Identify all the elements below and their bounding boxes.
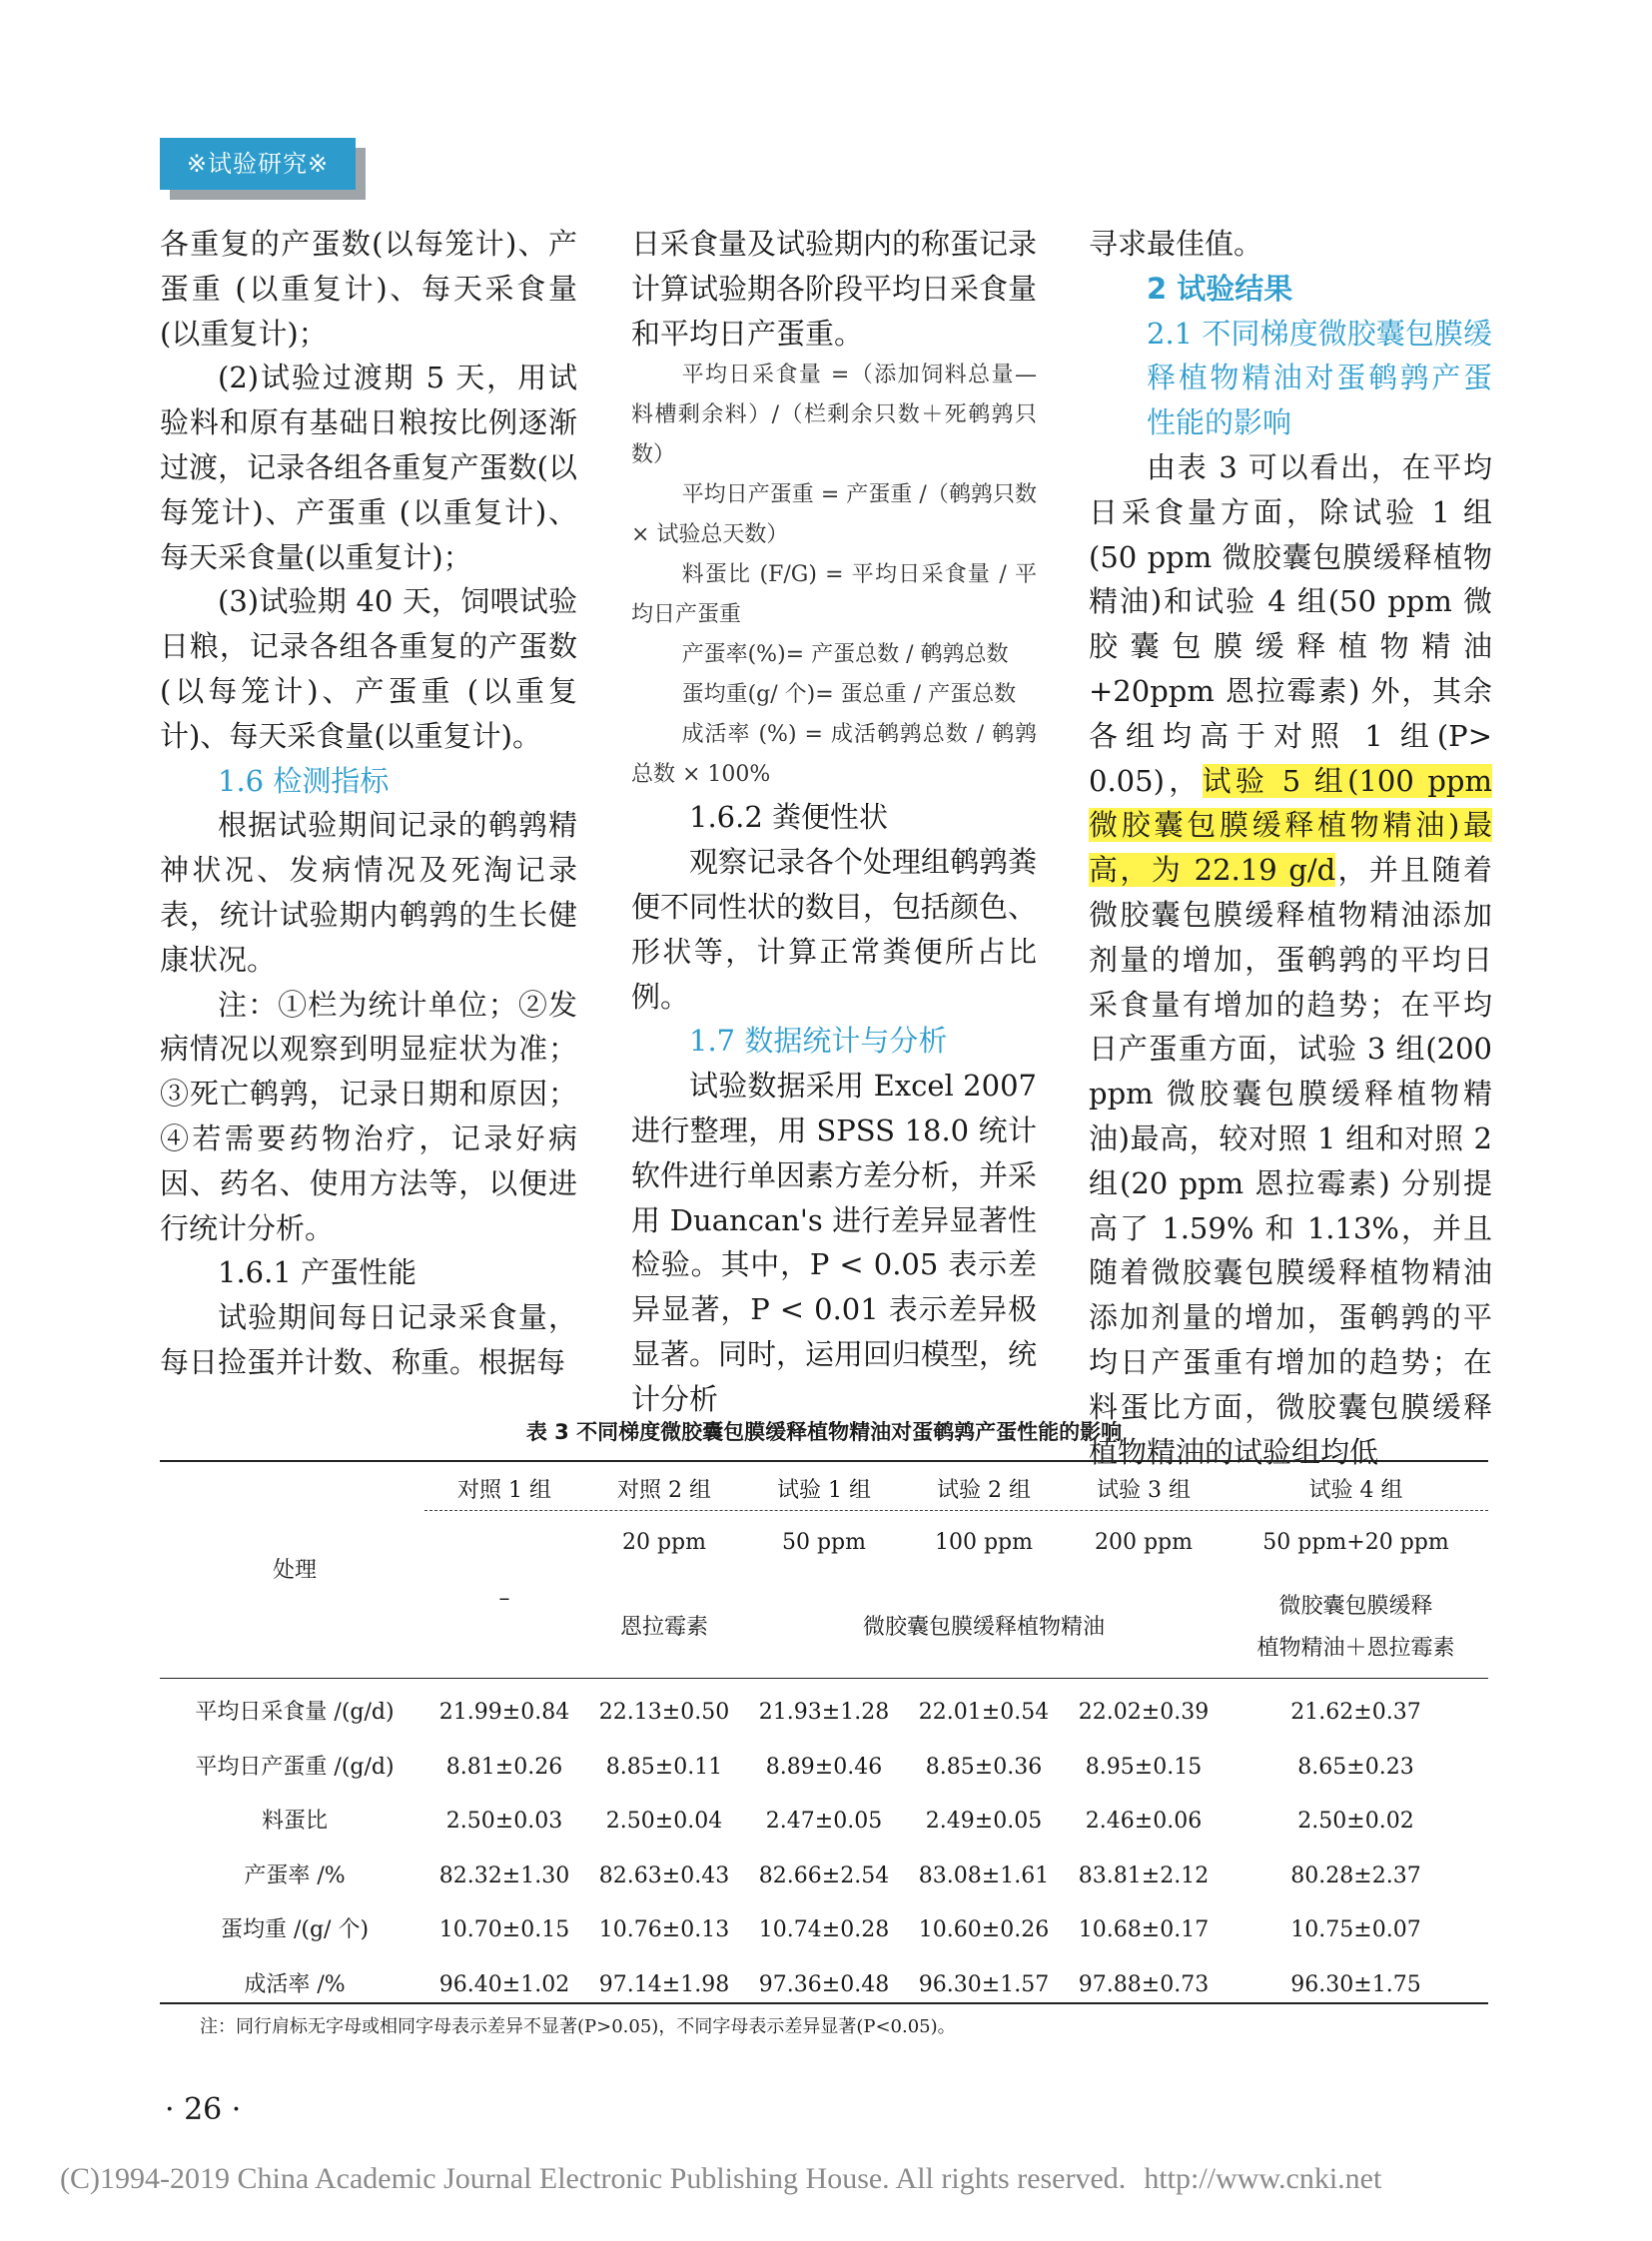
table-cell: 8.65±0.23 [1297,1754,1414,1780]
group-header: 试验 4 组 [1308,1478,1403,1503]
text-column-3 [1089,222,1492,1469]
dose-cell: 20 ppm [621,1530,706,1555]
table-cell: 97.36±0.48 [758,1971,890,1997]
formula: 平均日采食量 =（添加饲料总量—料槽剩余料）/（栏剩余只数＋死鹌鹑只数） [631,363,1037,468]
table-row-label: 蛋均重 /(g/ 个) [220,1917,370,1942]
section-heading: 1.7 数据统计与分析 [689,1024,948,1059]
table-cell: 96.40±1.02 [438,1971,570,1997]
table-cell: 2.49±0.05 [925,1809,1043,1834]
table-row-label: 料蛋比 [261,1809,328,1834]
table-bottom-rule [160,2002,1488,2004]
table-cell: 8.85±0.36 [925,1754,1043,1780]
table-note: 注：同行肩标无字母或相同字母表示差异不显著(P>0.05)，不同字母表示差异显著(P<0.05)。 [200,2016,956,2037]
formula: 料蛋比 (F/G) = 平均日采食量 / 平均日产蛋重 [631,562,1037,628]
table-cell: 2.46±0.06 [1085,1809,1203,1834]
subsection-heading: 1.6.1 产蛋性能 [218,1255,417,1290]
table-cell: 83.81±2.12 [1078,1863,1210,1888]
paragraph: (3)试验期 40 天，饲喂试验日粮，记录各组各重复的产蛋数(以每笼计)、产蛋重 (以重复计)、每天采食量(以重复计)。 [160,584,577,753]
text-column-1 [160,222,577,1388]
table-cell: 97.14±1.98 [598,1971,730,1997]
section-heading: 1.6 检测指标 [218,763,390,798]
table-cell: 22.02±0.39 [1078,1700,1210,1725]
table-cell: 8.81±0.26 [445,1754,563,1780]
text-column-2 [631,222,1038,1416]
footer-url[interactable]: http://www.cnki.net [1144,2162,1382,2195]
table-cell: 80.28±2.37 [1290,1863,1421,1888]
table-cell: 2.50±0.03 [445,1809,563,1834]
paragraph: 日采食量及试验期内的称蛋记录计算试验期各阶段平均日采食量和平均日产蛋重。 [631,227,1038,351]
table-row-label: 平均日产蛋重 /(g/d) [195,1754,395,1780]
section-tag: ※试验研究※ [160,138,356,190]
table-cell: 10.75±0.07 [1290,1917,1421,1942]
table-cell: 10.76±0.13 [598,1917,730,1942]
results-paragraph [1089,445,1492,1474]
text-span: 由表 3 可以看出，在平均日采食量方面，除试验 1 组(50 ppm 微胶囊包膜缓释植物精油)和试验 4 组(50 ppm 微胶囊包膜缓释植物精油 +20ppm 恩拉霉素) 外，其余各组均高于对照 1 组(P> 0.05)， [1089,449,1492,798]
group-header: 试验 2 组 [937,1478,1031,1503]
formula: 平均日产蛋重 = 产蛋重 /（鹌鹑只数 × 试验总天数） [631,482,1037,548]
group-header: 对照 2 组 [617,1478,711,1503]
text-span: ，并且随着微胶囊包膜缓释植物精油添加剂量的增加，蛋鹌鹑的平均日采食量有增加的趋势；在平均日产蛋重方面，试验 3 组(200 ppm 微胶囊包膜缓释植物精油)最高，较对照 1 组和对照 2 组(20 ppm 恩拉霉素) 分别提高了 1.59% 和 1.13%，并且随着微胶囊包膜缓释植物精油添加剂量的增加，蛋鹌鹑的平均日产蛋重有增加的趋势；在料蛋比方面，微胶囊包膜缓释植物精油的试验组均低 [1089,853,1492,1469]
group-header: 对照 1 组 [457,1478,551,1503]
table-cell: 82.63±0.43 [598,1863,730,1888]
type-cell: 微胶囊包膜缓释 [1278,1594,1433,1619]
page-number: · 26 · [165,2092,242,2127]
table-cell: 22.13±0.50 [598,1700,730,1725]
paragraph: 各重复的产蛋数(以每笼计)、产蛋重 (以重复计)、每天采食量(以重复计)； [160,227,577,351]
table-cell: 82.32±1.30 [438,1863,570,1888]
table-cell: 21.62±0.37 [1290,1700,1421,1725]
formula: 产蛋率(%)= 产蛋总数 / 鹌鹑总数 [681,642,1009,668]
formula-block [631,356,1037,795]
copyright-footer [60,2162,1381,2196]
paragraph: 试验期间每日记录采食量，每日捡蛋并计数、称重。根据每 [160,1300,577,1379]
table-row-label: 平均日采食量 /(g/d) [195,1700,395,1725]
group-header: 试验 3 组 [1097,1478,1191,1503]
table-cell: 21.99±0.84 [438,1700,570,1725]
table-cell: 8.89±0.46 [765,1754,883,1780]
table-row-label: 成活率 /% [244,1971,346,1997]
table-cell: 2.50±0.04 [605,1809,723,1834]
table-cell: 2.50±0.02 [1297,1809,1414,1834]
table-header-dashed-rule [424,1510,1488,1511]
dose-cell: 50 ppm+20 ppm [1262,1530,1449,1555]
copyright-text: (C)1994-2019 China Academic Journal Electronic Publishing House. All rights reserved. [60,2162,1127,2195]
subsection-heading: 2.1 不同梯度微胶囊包膜缓释植物精油对蛋鹌鹑产蛋性能的影响 [1147,316,1492,440]
table-cell: 96.30±1.57 [918,1971,1050,1997]
formula: 蛋均重(g/ 个)= 蛋总重 / 产蛋总数 [681,682,1017,708]
table-title: 表 3 不同梯度微胶囊包膜缓释植物精油对蛋鹌鹑产蛋性能的影响 [525,1420,1123,1444]
table-cell: 10.70±0.15 [438,1917,570,1942]
table-row-label: 产蛋率 /% [244,1863,346,1888]
paragraph: 寻求最佳值。 [1089,227,1263,261]
table-cell: 10.68±0.17 [1078,1917,1210,1942]
table-cell: 8.95±0.15 [1085,1754,1203,1780]
section-heading: 2 试验结果 [1147,271,1293,306]
table-cell: 10.60±0.26 [918,1917,1050,1942]
subsection-heading: 1.6.2 粪便性状 [689,800,889,835]
paragraph: 注：①栏为统计单位；②发病情况以观察到明显症状为准；③死亡鹌鹑，记录日期和原因；④若需要药物治疗，记录好病因、药名、使用方法等，以便进行统计分析。 [160,987,577,1245]
table-cell: 8.85±0.11 [605,1754,723,1780]
table-stub-header: 处理 [272,1558,317,1583]
table-cell: 10.74±0.28 [758,1917,890,1942]
table-cell: 96.30±1.75 [1290,1971,1421,1997]
type-cell: 微胶囊包膜缓释植物精油 [862,1615,1105,1640]
dose-cell: 50 ppm [781,1530,866,1555]
table-cell: 21.93±1.28 [758,1700,890,1725]
highlighted-text: 试验 5 组(100 ppm 微胶囊包膜缓释植物精油)最高，为 22.19 g/d [1089,763,1492,888]
type-cell: 恩拉霉素 [619,1615,708,1640]
group-header: 试验 1 组 [777,1478,871,1503]
paragraph: (2)试验过渡期 5 天，用试验料和原有基础日粮按比例逐渐过渡，记录各组各重复产蛋数(以每笼计)、产蛋重 (以重复计)、每天采食量(以重复计)； [160,361,577,574]
formula: 成活率 (%) = 成活鹌鹑总数 / 鹌鹑总数 × 100% [631,722,1037,788]
dose-cell: 100 ppm [934,1530,1033,1555]
dose-cell: – [498,1586,510,1611]
table-cell: 83.08±1.61 [918,1863,1050,1888]
type-cell: 植物精油＋恩拉霉素 [1256,1636,1455,1661]
table-header-rule [160,1678,1488,1679]
table-cell: 82.66±2.54 [758,1863,890,1888]
table-cell: 22.01±0.54 [918,1700,1050,1725]
paragraph: 观察记录各个处理组鹌鹑粪便不同性状的数目，包括颜色、形状等，计算正常粪便所占比例。 [631,845,1038,1014]
table-cell: 2.47±0.05 [765,1809,883,1834]
table-cell: 97.88±0.73 [1078,1971,1210,1997]
dose-cell: 200 ppm [1094,1530,1193,1555]
paragraph: 根据试验期间记录的鹌鹑精神状况、发病情况及死淘记录表，统计试验期内鹌鹑的生长健康状况。 [160,808,577,977]
paragraph: 试验数据采用 Excel 2007 进行整理，用 SPSS 18.0 统计软件进行单因素方差分析，并采用 Duancan's 进行差异显著性检验。其中，P < 0.05 表示差异显著，P < 0.01 表示差异极显著。同时，运用回归模型，统计分析 [631,1069,1038,1416]
table-top-rule [160,1460,1488,1462]
